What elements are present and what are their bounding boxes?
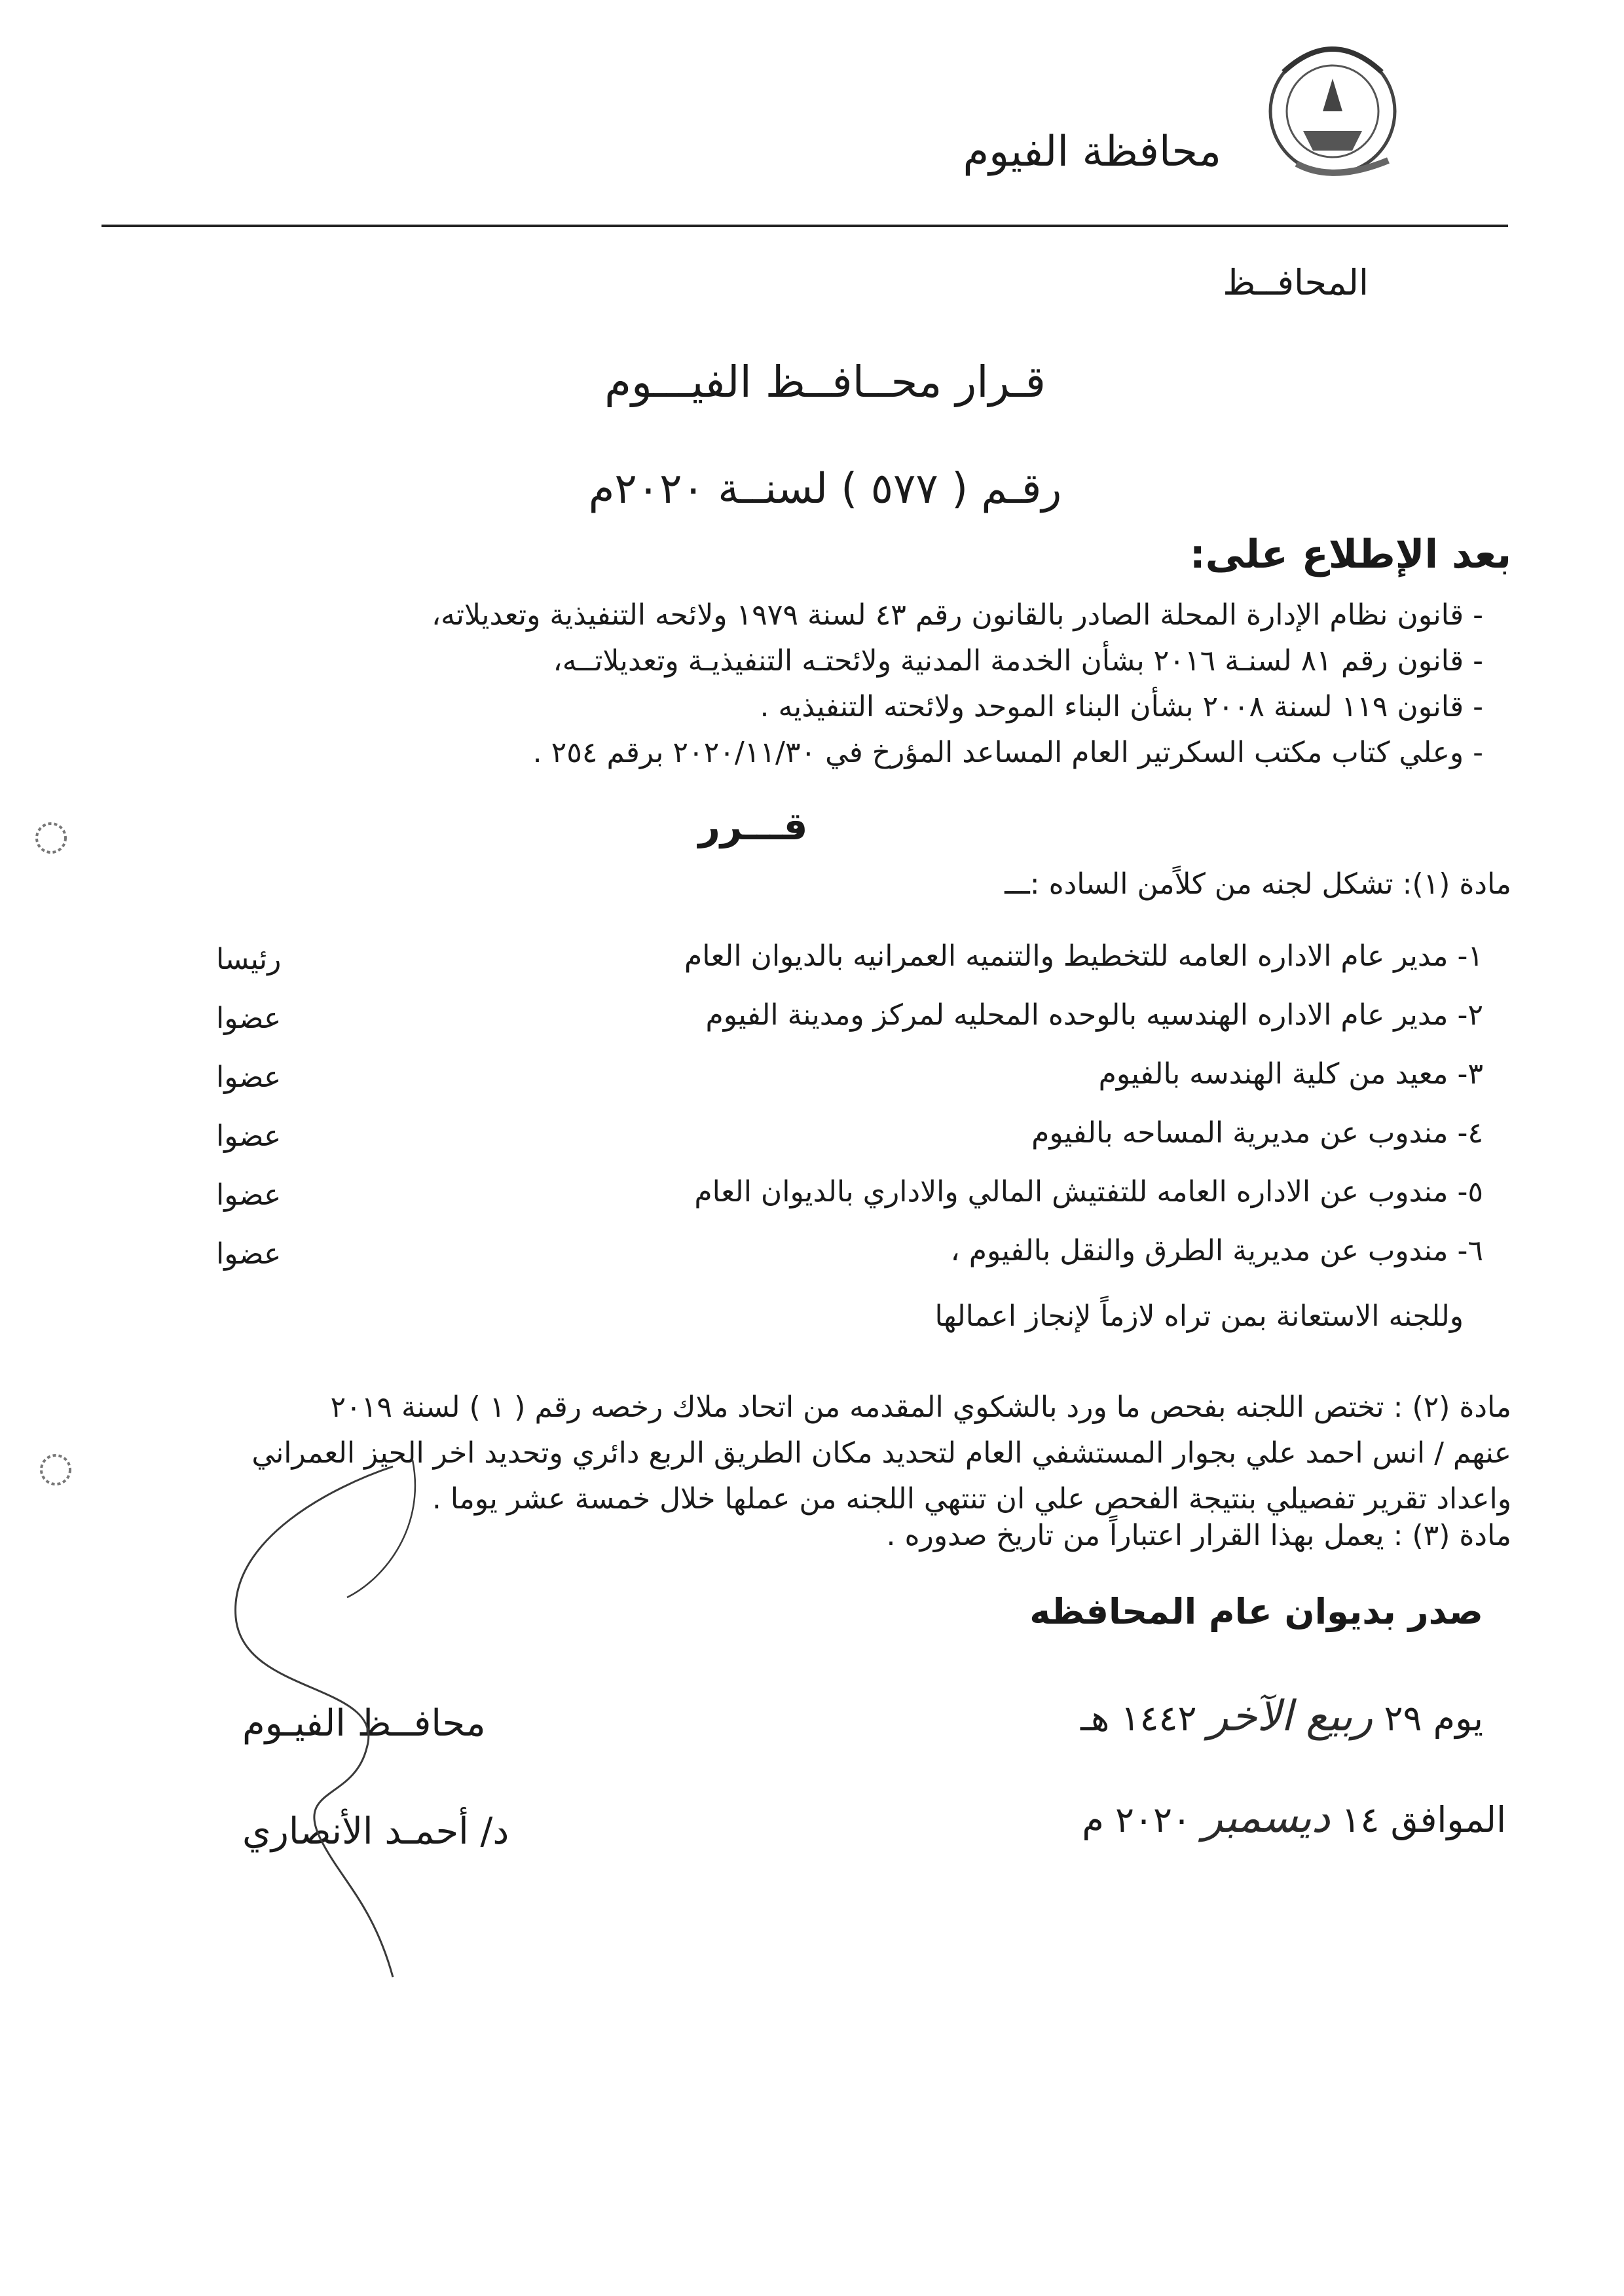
committee-member (75, 1175, 1483, 1234)
hijri-month-handwritten: ربيع الآخر (1208, 1692, 1373, 1741)
gregorian-day: الموافق ١٤ (1341, 1799, 1506, 1840)
gregorian-month-handwritten: ديسمبر (1202, 1794, 1331, 1842)
issued-statement: صدر بديوان عام المحافظه (1029, 1591, 1483, 1632)
decided-heading: قـــرر (698, 804, 808, 848)
committee-member (75, 939, 1483, 998)
member-name: ٤- مندوب عن مديرية المساحه بالفيوم (1031, 1116, 1483, 1150)
committee-member (75, 1116, 1483, 1175)
member-name: ٣- معيد من كلية الهندسه بالفيوم (1098, 1057, 1483, 1091)
gregorian-date (1082, 1794, 1506, 1842)
signatory-name: د/ أحمـد الأنصاري (242, 1810, 509, 1853)
references-list (108, 592, 1483, 776)
article-2-line: مادة (٢) : تختص اللجنه بفحص ما ورد بالشكوي المقدمه من اتحاد ملاك رخصه رقم ( ١ ) لسنة ٢٠١٩ (330, 1391, 1511, 1424)
committee-member (75, 998, 1483, 1057)
reference-item: - قانون ١١٩ لسنة ٢٠٠٨ بشأن البناء الموحد ولائحته التنفيذيه . (760, 690, 1483, 723)
office-heading: المحافــظ (1223, 262, 1369, 303)
article-2-line: عنهم / انس احمد علي بجوار المستشفي العام لتحديد مكان الطريق الربع دائري وتحديد اخر الحيز العمراني (251, 1436, 1511, 1470)
member-name: ٥- مندوب عن الاداره العامه للتفتيش المالي والاداري بالديوان العام (694, 1175, 1483, 1209)
gregorian-year: ٢٠٢٠ م (1082, 1799, 1192, 1840)
member-role: عضوا (216, 1120, 282, 1153)
governorate-seal-logo (1257, 33, 1408, 183)
member-role: عضوا (216, 1061, 282, 1094)
committee-member (75, 1057, 1483, 1116)
committee-member (75, 1234, 1483, 1293)
member-name: ٢- مدير عام الاداره الهندسيه بالوحده المحليه لمركز ومدينة الفيوم (705, 998, 1483, 1032)
reference-item: - وعلي كتاب مكتب السكرتير العام المساعد المؤرخ في ٢٠٢٠/١١/٣٠ برقم ٢٥٤ . (532, 736, 1483, 769)
reference-item: - قانون نظام الإدارة المحلة الصادر بالقانون رقم ٤٣ لسنة ١٩٧٩ ولائحه التنفيذية وتعديلاته، (431, 598, 1483, 632)
signature-image (216, 1447, 452, 1984)
member-role: عضوا (216, 1002, 282, 1035)
member-name: ٦- مندوب عن مديرية الطرق والنقل بالفيوم ، (950, 1234, 1483, 1267)
reference-item: - قانون رقم ٨١ لسنـة ٢٠١٦ بشأن الخدمة المدنية ولائحتـه التنفيذيـة وتعديلاتــه، (553, 644, 1483, 678)
member-name: ١- مدير عام الاداره العامه للتخطيط والتنميه العمرانيه بالديوان العام (684, 939, 1483, 973)
member-role: عضوا (216, 1178, 282, 1212)
header-divider (101, 225, 1508, 227)
signatory-title: محافــظ الفيـوم (242, 1702, 486, 1745)
scan-mark-icon (31, 818, 71, 858)
article-1-intro: مادة (١): تشكل لجنه من كلاًمن الساده :ـــ (1005, 867, 1511, 901)
preamble-heading: بعد الإطلاع على: (1189, 532, 1511, 577)
decree-title: قـرار محــافــظ الفيـــوم (604, 357, 1046, 407)
hijri-day: يوم ٢٩ (1384, 1698, 1483, 1739)
hijri-date (1080, 1692, 1483, 1741)
member-role: رئيسا (216, 943, 282, 976)
hijri-year: ١٤٤٢ هـ (1080, 1698, 1197, 1739)
article-3: مادة (٣) : يعمل بهذا القرار اعتباراً من تاريخ صدوره . (886, 1519, 1511, 1552)
scan-mark-icon (36, 1450, 75, 1489)
committee-note: وللجنه الاستعانة بمن تراه لازماً لإنجاز اعمالها (934, 1300, 1464, 1333)
governorate-name: محافظة الفيوم (963, 128, 1221, 176)
member-role: عضوا (216, 1237, 282, 1271)
decree-number: رقـم ( ٥٧٧ ) لسنــة ٢٠٢٠م (588, 465, 1062, 513)
article-2-line: واعداد تقرير تفصيلي بنتيجة الفحص علي ان تنتهي اللجنه من عملها خلال خمسة عشر يوما . (432, 1482, 1511, 1516)
